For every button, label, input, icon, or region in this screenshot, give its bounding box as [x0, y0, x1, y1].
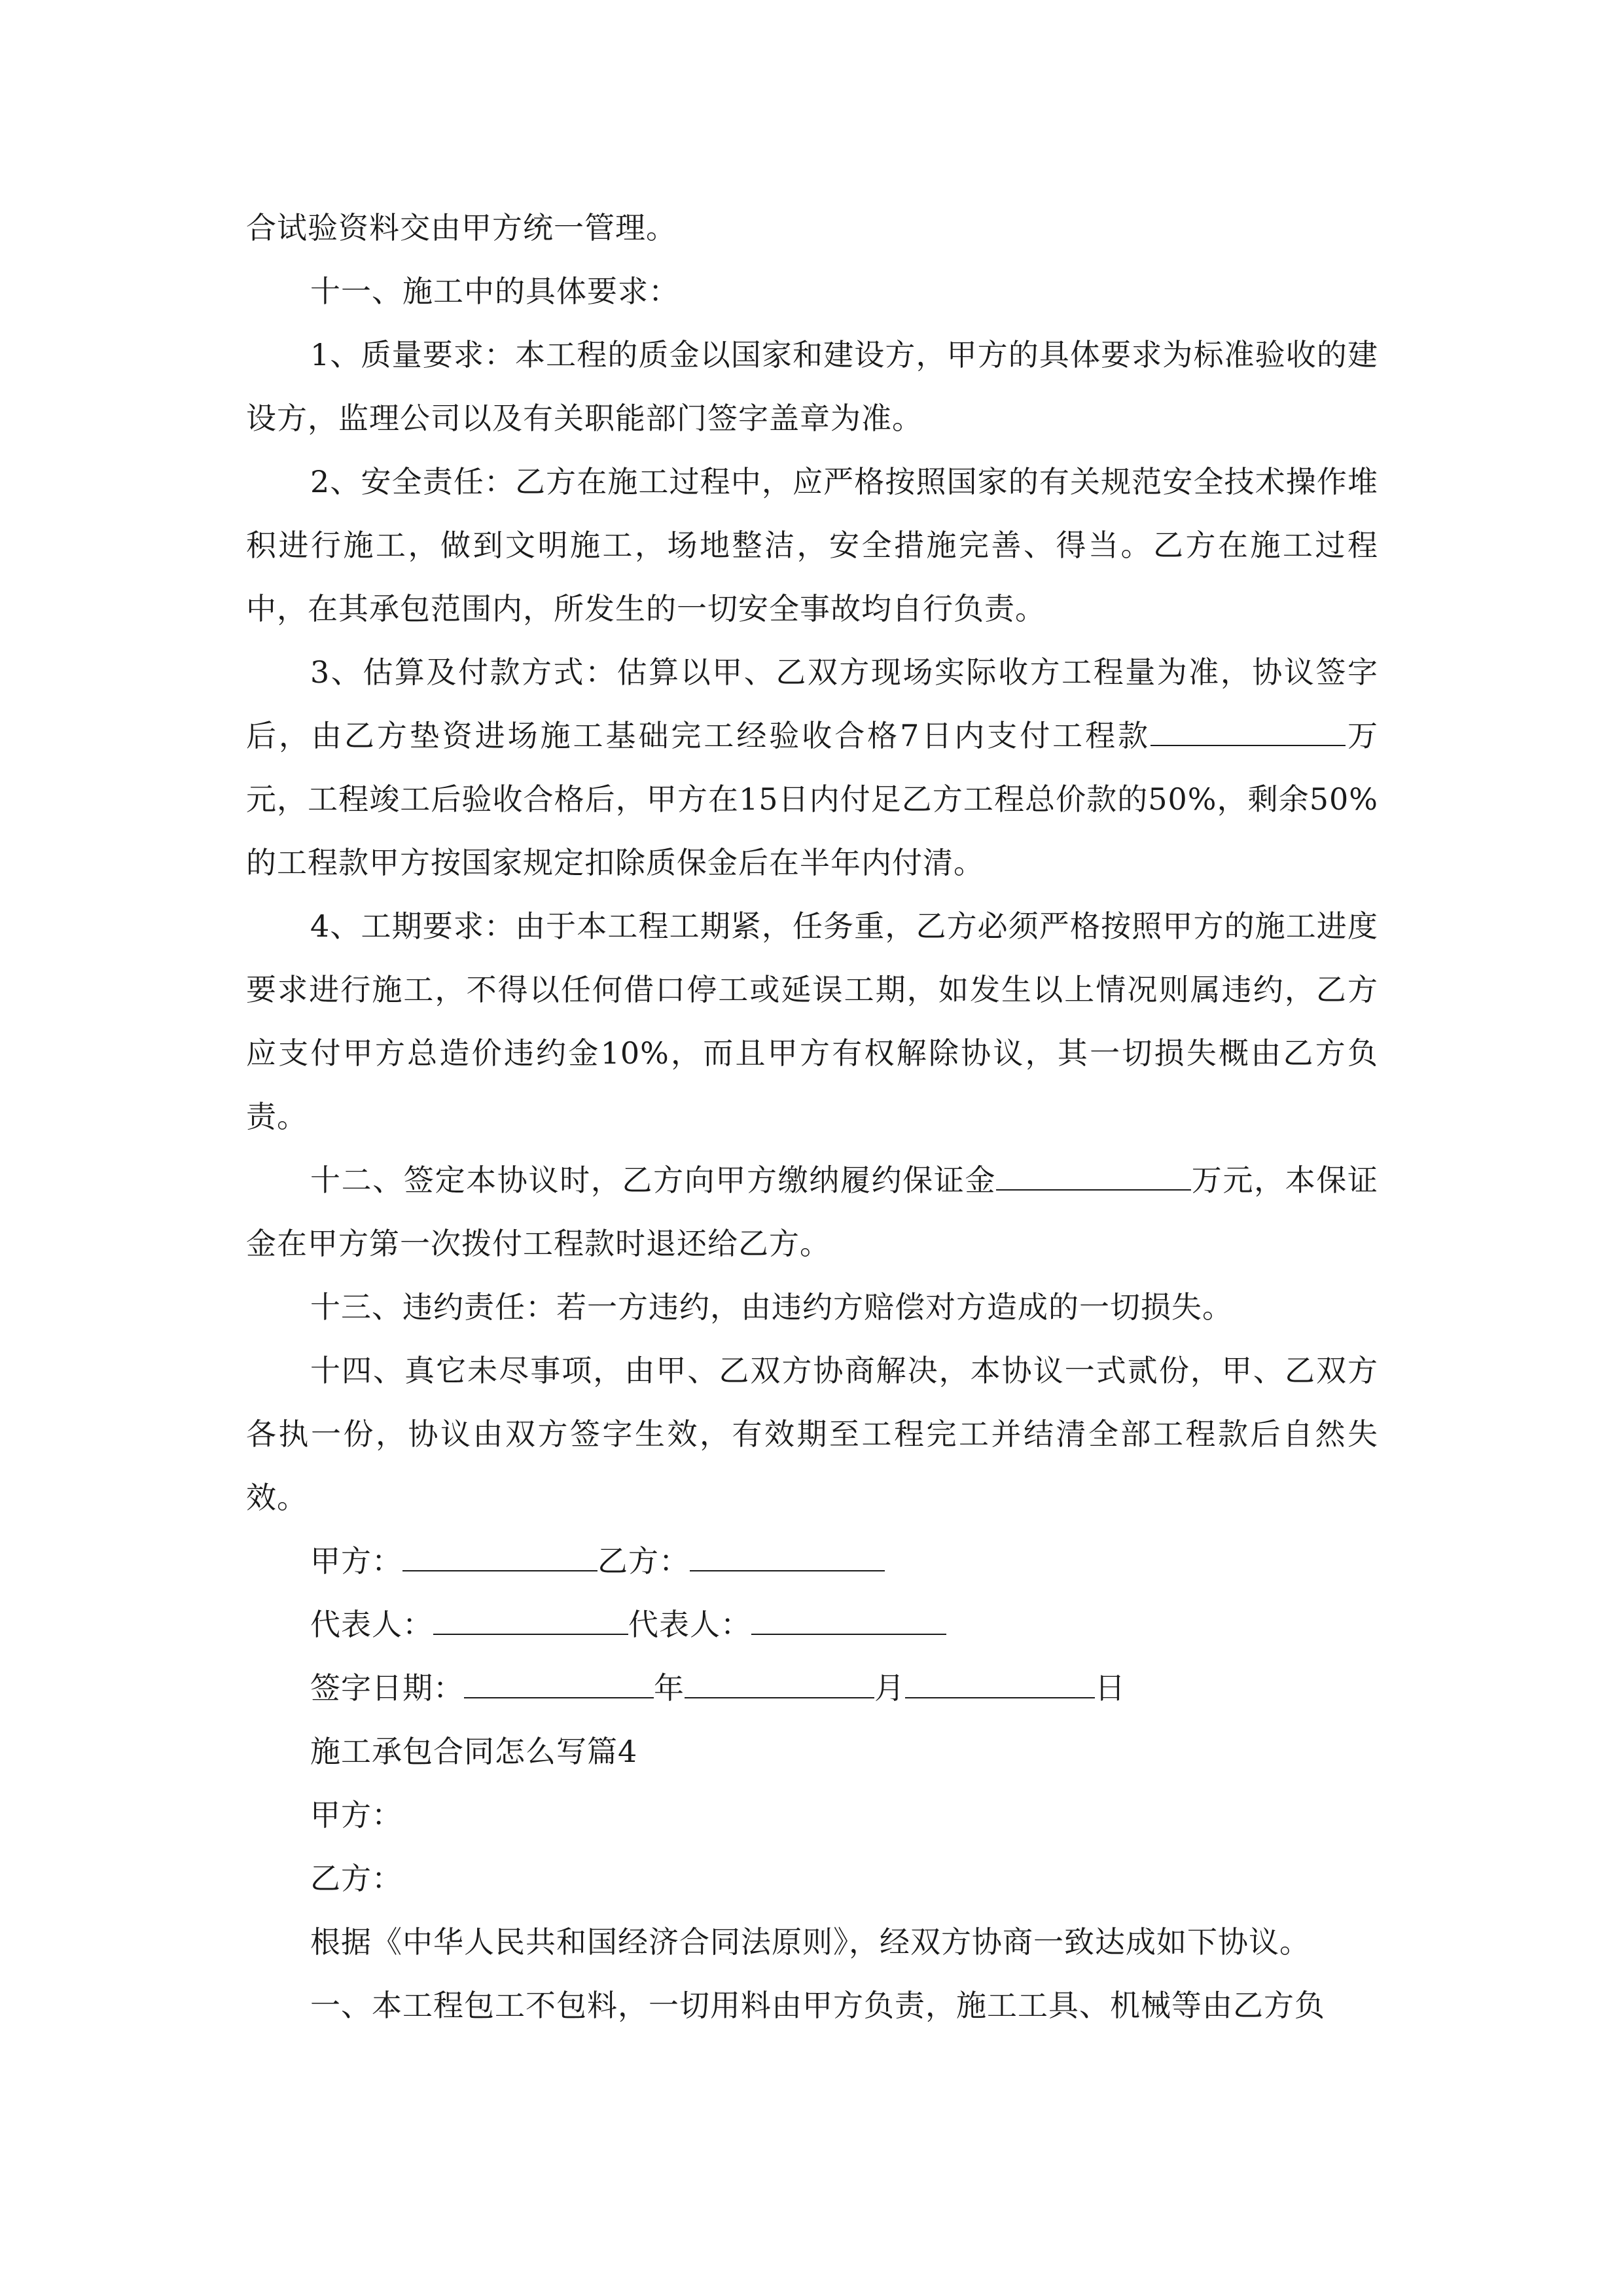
- rep-b-label: 代表人：: [628, 1607, 751, 1642]
- signature-representatives-line: [246, 1593, 1378, 1657]
- deposit-text-part1: 十二、签定本协议时，乙方向甲方缴纳履约保证金: [310, 1162, 997, 1198]
- paragraph-quality-requirement: 1、质量要求：本工程的质金以国家和建设方，甲方的具体要求为标准验收的建设方，监理公司以及有关职能部门签字盖章为准。: [246, 337, 1378, 436]
- signature-date-line: [246, 1657, 1378, 1720]
- next-party-a-label: 甲方：: [310, 1797, 402, 1833]
- section-11-heading: 十一、施工中的具体要求：: [310, 274, 679, 309]
- paragraph-legal-basis: 根据《中华人民共和国经济合同法原则》，经双方协商一致达成如下协议。: [310, 1924, 1310, 1960]
- month-label: 月: [874, 1670, 905, 1706]
- paragraph-other-matters: 十四、真它未尽事项，由甲、乙双方协商解决，本协议一式贰份，甲、乙双方各执一份，协议由双方签字生效，有效期至工程完工并结清全部工程款后自然失效。: [246, 1353, 1378, 1515]
- signature-parties-line: [246, 1530, 1378, 1593]
- day-label: 日: [1095, 1670, 1126, 1706]
- party-b-blank[interactable]: [690, 1540, 885, 1571]
- document-page: [246, 196, 1378, 2037]
- next-party-b-label: 乙方：: [310, 1861, 402, 1896]
- payment-text-part1: 3、估算及付款方式：估算以甲、乙双方现场实际收方工程量为准，协议签字后，由乙方垫资进场施工基础完工经验收合格7日内支付工程款: [246, 655, 1378, 753]
- paragraph-intro: 合试验资料交由甲方统一管理。: [246, 210, 677, 245]
- payment-text-part2: 万元，工程竣工后验收合格后，甲方在15日内付足乙方工程总价款的50%，剩余50%的工程款甲方按国家规定扣除质保金后在半年内付清。: [246, 718, 1378, 880]
- day-blank[interactable]: [905, 1667, 1095, 1698]
- deposit-text-part2: 万元，本保证金在甲方第一次拨付工程款时退还给乙方。: [246, 1162, 1379, 1261]
- deposit-amount-blank[interactable]: [996, 1159, 1191, 1191]
- paragraph-payment-method: [246, 641, 1378, 895]
- paragraph-safety-responsibility: 2、安全责任：乙方在施工过程中，应严格按照国家的有关规范安全技术操作堆积进行施工，做到文明施工，场地整洁，安全措施完善、得当。乙方在施工过程中，在其承包范围内，所发生的一切安全事故均自行负责。: [246, 464, 1378, 626]
- rep-a-label: 代表人：: [310, 1607, 433, 1642]
- party-b-label: 乙方：: [597, 1543, 690, 1579]
- year-blank[interactable]: [464, 1667, 654, 1698]
- year-label: 年: [654, 1670, 685, 1706]
- month-blank[interactable]: [685, 1667, 874, 1698]
- section-4-title: 施工承包合同怎么写篇4: [310, 1734, 638, 1769]
- paragraph-deposit: [246, 1149, 1378, 1276]
- rep-b-blank[interactable]: [751, 1604, 946, 1635]
- paragraph-item-1: 一、本工程包工不包料，一切用料由甲方负责，施工工具、机械等由乙方负: [310, 1988, 1325, 2023]
- payment-amount-blank[interactable]: [1150, 715, 1346, 746]
- party-a-blank[interactable]: [402, 1540, 597, 1571]
- paragraph-schedule-requirement: 4、工期要求：由于本工程工期紧，任务重，乙方必须严格按照甲方的施工进度要求进行施工，不得以任何借口停工或延误工期，如发生以上情况则属违约，乙方应支付甲方总造价违约金10%，而且甲方有权解除协议，其一切损失概由乙方负责。: [246, 908, 1378, 1134]
- date-label: 签字日期：: [310, 1670, 464, 1706]
- rep-a-blank[interactable]: [433, 1604, 628, 1635]
- paragraph-breach-liability: 十三、违约责任：若一方违约，由违约方赔偿对方造成的一切损失。: [310, 1289, 1233, 1325]
- party-a-label: 甲方：: [310, 1543, 402, 1579]
